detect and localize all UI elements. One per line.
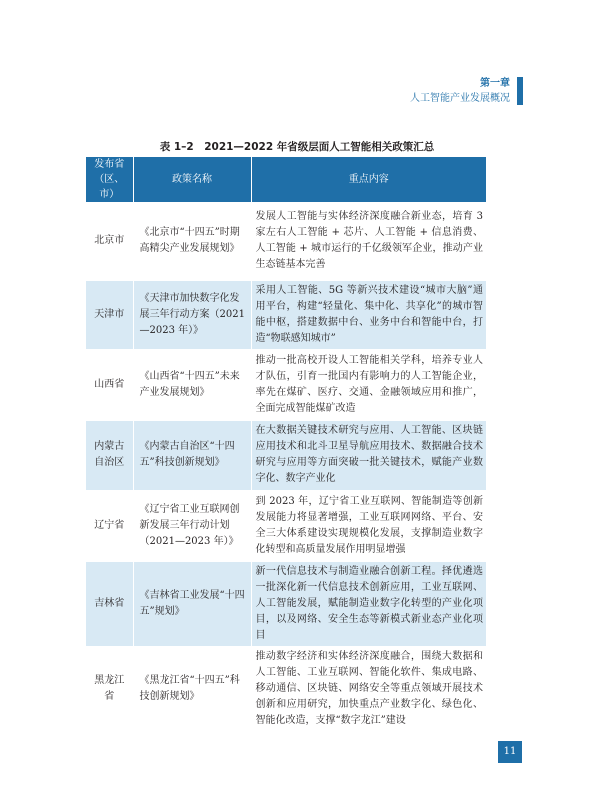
column-header-region-line1: 发布省 xyxy=(94,159,125,170)
chapter-title: 人工智能产业发展概况 xyxy=(410,93,510,104)
policy-name-cell: 《黑龙江省“十四五”科技创新规划》 xyxy=(133,646,251,731)
table-header-row xyxy=(86,157,486,202)
table-row xyxy=(86,490,486,561)
policy-name-cell: 《山西省“十四五”未来产业发展规划》 xyxy=(133,349,251,420)
content-cell: 在大数据关键技术研究与应用、人工智能、区块链应用技术和北斗卫星导航应用技术、数据融合技术研究与应用等方面突破一批关键技术，赋能产业数字化、数字产业化 xyxy=(251,420,486,490)
policy-name-cell: 《内蒙古自治区“十四五”科技创新规划》 xyxy=(133,420,251,490)
policy-name-cell: 《北京市“十四五”时期高精尖产业发展规划》 xyxy=(133,202,251,280)
content-cell: 采用人工智能、5G 等新兴技术建设“城市大脑”通用平台，构建“轻量化、集中化、共享化”的城市智能中枢，搭建数据中台、业务中台和智能中台，打造“物联感知城市” xyxy=(251,280,486,349)
content-cell: 到 2023 年，辽宁省工业互联网、智能制造等创新发展能力将显著增强，工业互联网网络、平台、安全三大体系建设实现规模化发展，支撑制造业数字化转型和高质量发展作用明显增强 xyxy=(251,490,486,561)
table-row xyxy=(86,202,486,280)
column-header-content: 重点内容 xyxy=(251,157,486,202)
content-cell: 发展人工智能与实体经济深度融合新业态，培育 3 家左右人工智能 + 芯片、人工智能 + 信息消费、人工智能 + 城市运行的千亿级领军企业，推动产业生态链基本完善 xyxy=(251,202,486,280)
policy-name-cell: 《天津市加快数字化发展三年行动方案（2021—2023 年）》 xyxy=(133,280,251,349)
region-cell: 山西省 xyxy=(86,349,133,420)
content-cell: 推动一批高校开设人工智能相关学科，培养专业人才队伍，引育一批国内有影响力的人工智能企业，率先在煤矿、医疗、交通、金融领域应用和推广，全面完成智能煤矿改造 xyxy=(251,349,486,420)
region-cell: 天津市 xyxy=(86,280,133,349)
content-cell: 新一代信息技术与制造业融合创新工程。择优遴选一批深化新一代信息技术创新应用，工业互联网、人工智能发展，赋能制造业数字化转型的产业化项目，以及网络、安全生态等新模式新业态产业化项目 xyxy=(251,561,486,646)
policy-name-cell: 《辽宁省工业互联网创新发展三年行动计划（2021—2023 年）》 xyxy=(133,490,251,561)
region-cell: 黑龙江省 xyxy=(86,646,133,731)
column-header-policy: 政策名称 xyxy=(133,157,251,202)
region-cell: 北京市 xyxy=(86,202,133,280)
column-header-region xyxy=(86,157,133,202)
page-number: 11 xyxy=(498,741,522,763)
policy-table xyxy=(86,157,486,732)
table-row xyxy=(86,349,486,420)
region-cell: 吉林省 xyxy=(86,561,133,646)
chapter-heading xyxy=(410,76,510,106)
policy-name-cell: 《吉林省工业发展“十四五”规划》 xyxy=(133,561,251,646)
table-row xyxy=(86,561,486,646)
content-cell: 推动数字经济和实体经济深度融合，围绕大数据和人工智能、工业互联网、智能化软件、集成电路、移动通信、区块链、网络安全等重点领域开展技术创新和应用研究，加快重点产业数字化、绿色化、智能化改造，支撑“数字龙江”建设 xyxy=(251,646,486,731)
chapter-accent-bar xyxy=(517,77,523,105)
chapter-number: 第一章 xyxy=(480,78,510,89)
column-header-region-line2: （区、市） xyxy=(94,174,125,200)
region-cell: 内蒙古自治区 xyxy=(86,420,133,490)
table-row xyxy=(86,280,486,349)
table-row xyxy=(86,646,486,731)
region-cell: 辽宁省 xyxy=(86,490,133,561)
table-caption: 表 1–2 2021—2022 年省级层面人工智能相关政策汇总 xyxy=(159,141,435,153)
table-row xyxy=(86,420,486,490)
